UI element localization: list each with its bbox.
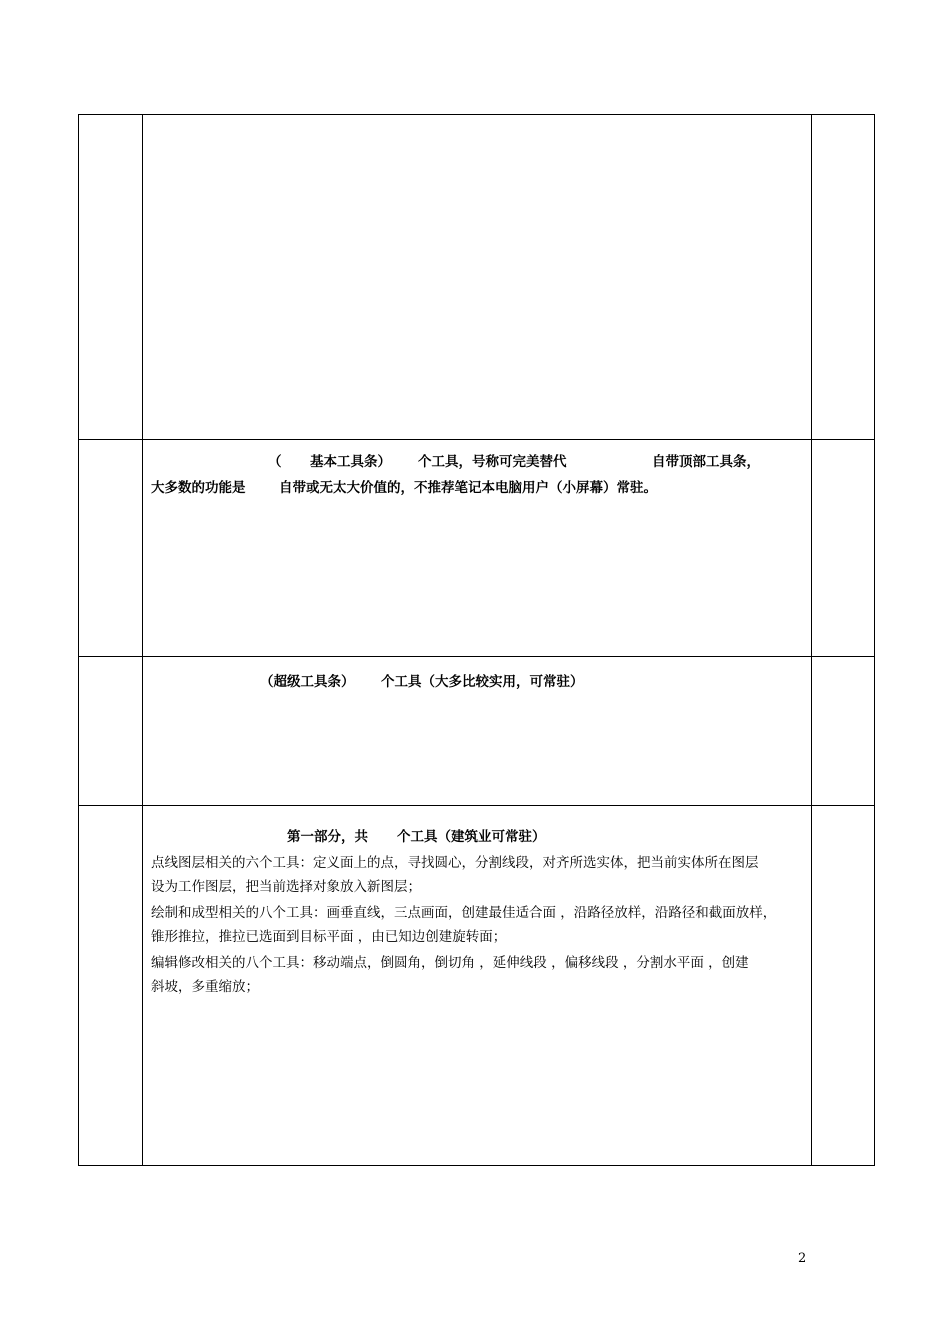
- page-number: 2: [798, 1251, 807, 1266]
- content-table: [78, 114, 875, 1166]
- part1-line: 点线图层相关的六个工具：定义面上的点，寻找圆心，分割线段，对齐所选实体，把当前实体所在图层: [151, 855, 759, 871]
- row-divider: [79, 805, 874, 806]
- basic-toolbar-line2-b: 自带或无太大价值的，不推荐笔记本电脑用户（小屏幕）常驻。: [279, 480, 657, 496]
- part1-line: 锥形推拉，推拉已选面到目标平面 ，由已知边创建旋转面；: [151, 929, 507, 945]
- basic-toolbar-desc-2: 自带顶部工具条，: [652, 454, 760, 470]
- basic-toolbar-title: 基本工具条）: [310, 454, 391, 470]
- part1-line: 设为工作图层，把当前选择对象放入新图层；: [151, 879, 421, 895]
- row-divider: [79, 439, 874, 440]
- basic-toolbar-desc: 个工具，号称可完美替代: [418, 454, 567, 470]
- row-divider: [79, 656, 874, 657]
- column-divider: [811, 115, 812, 1165]
- part1-line: 绘制和成型相关的八个工具：画垂直线，三点画面，创建最佳适合面 ，沿路径放样，沿路径和截面放样，: [151, 905, 777, 921]
- part1-line: 编辑修改相关的八个工具：移动端点，倒圆角，倒切角 ，延伸线段 ，偏移线段 ，分割水平面 ，创建: [151, 955, 749, 971]
- column-divider: [142, 115, 143, 1165]
- super-toolbar-desc: 个工具（大多比较实用，可常驻）: [381, 674, 584, 690]
- basic-toolbar-line2-a: 大多数的功能是: [151, 480, 246, 496]
- basic-toolbar-paren: （: [268, 454, 282, 470]
- part1-heading-2: 个工具（建筑业可常驻）: [397, 829, 546, 845]
- part1-heading: 第一部分，共: [287, 829, 368, 845]
- super-toolbar-title: （超级工具条）: [260, 674, 355, 690]
- part1-line: 斜坡，多重缩放；: [151, 979, 259, 995]
